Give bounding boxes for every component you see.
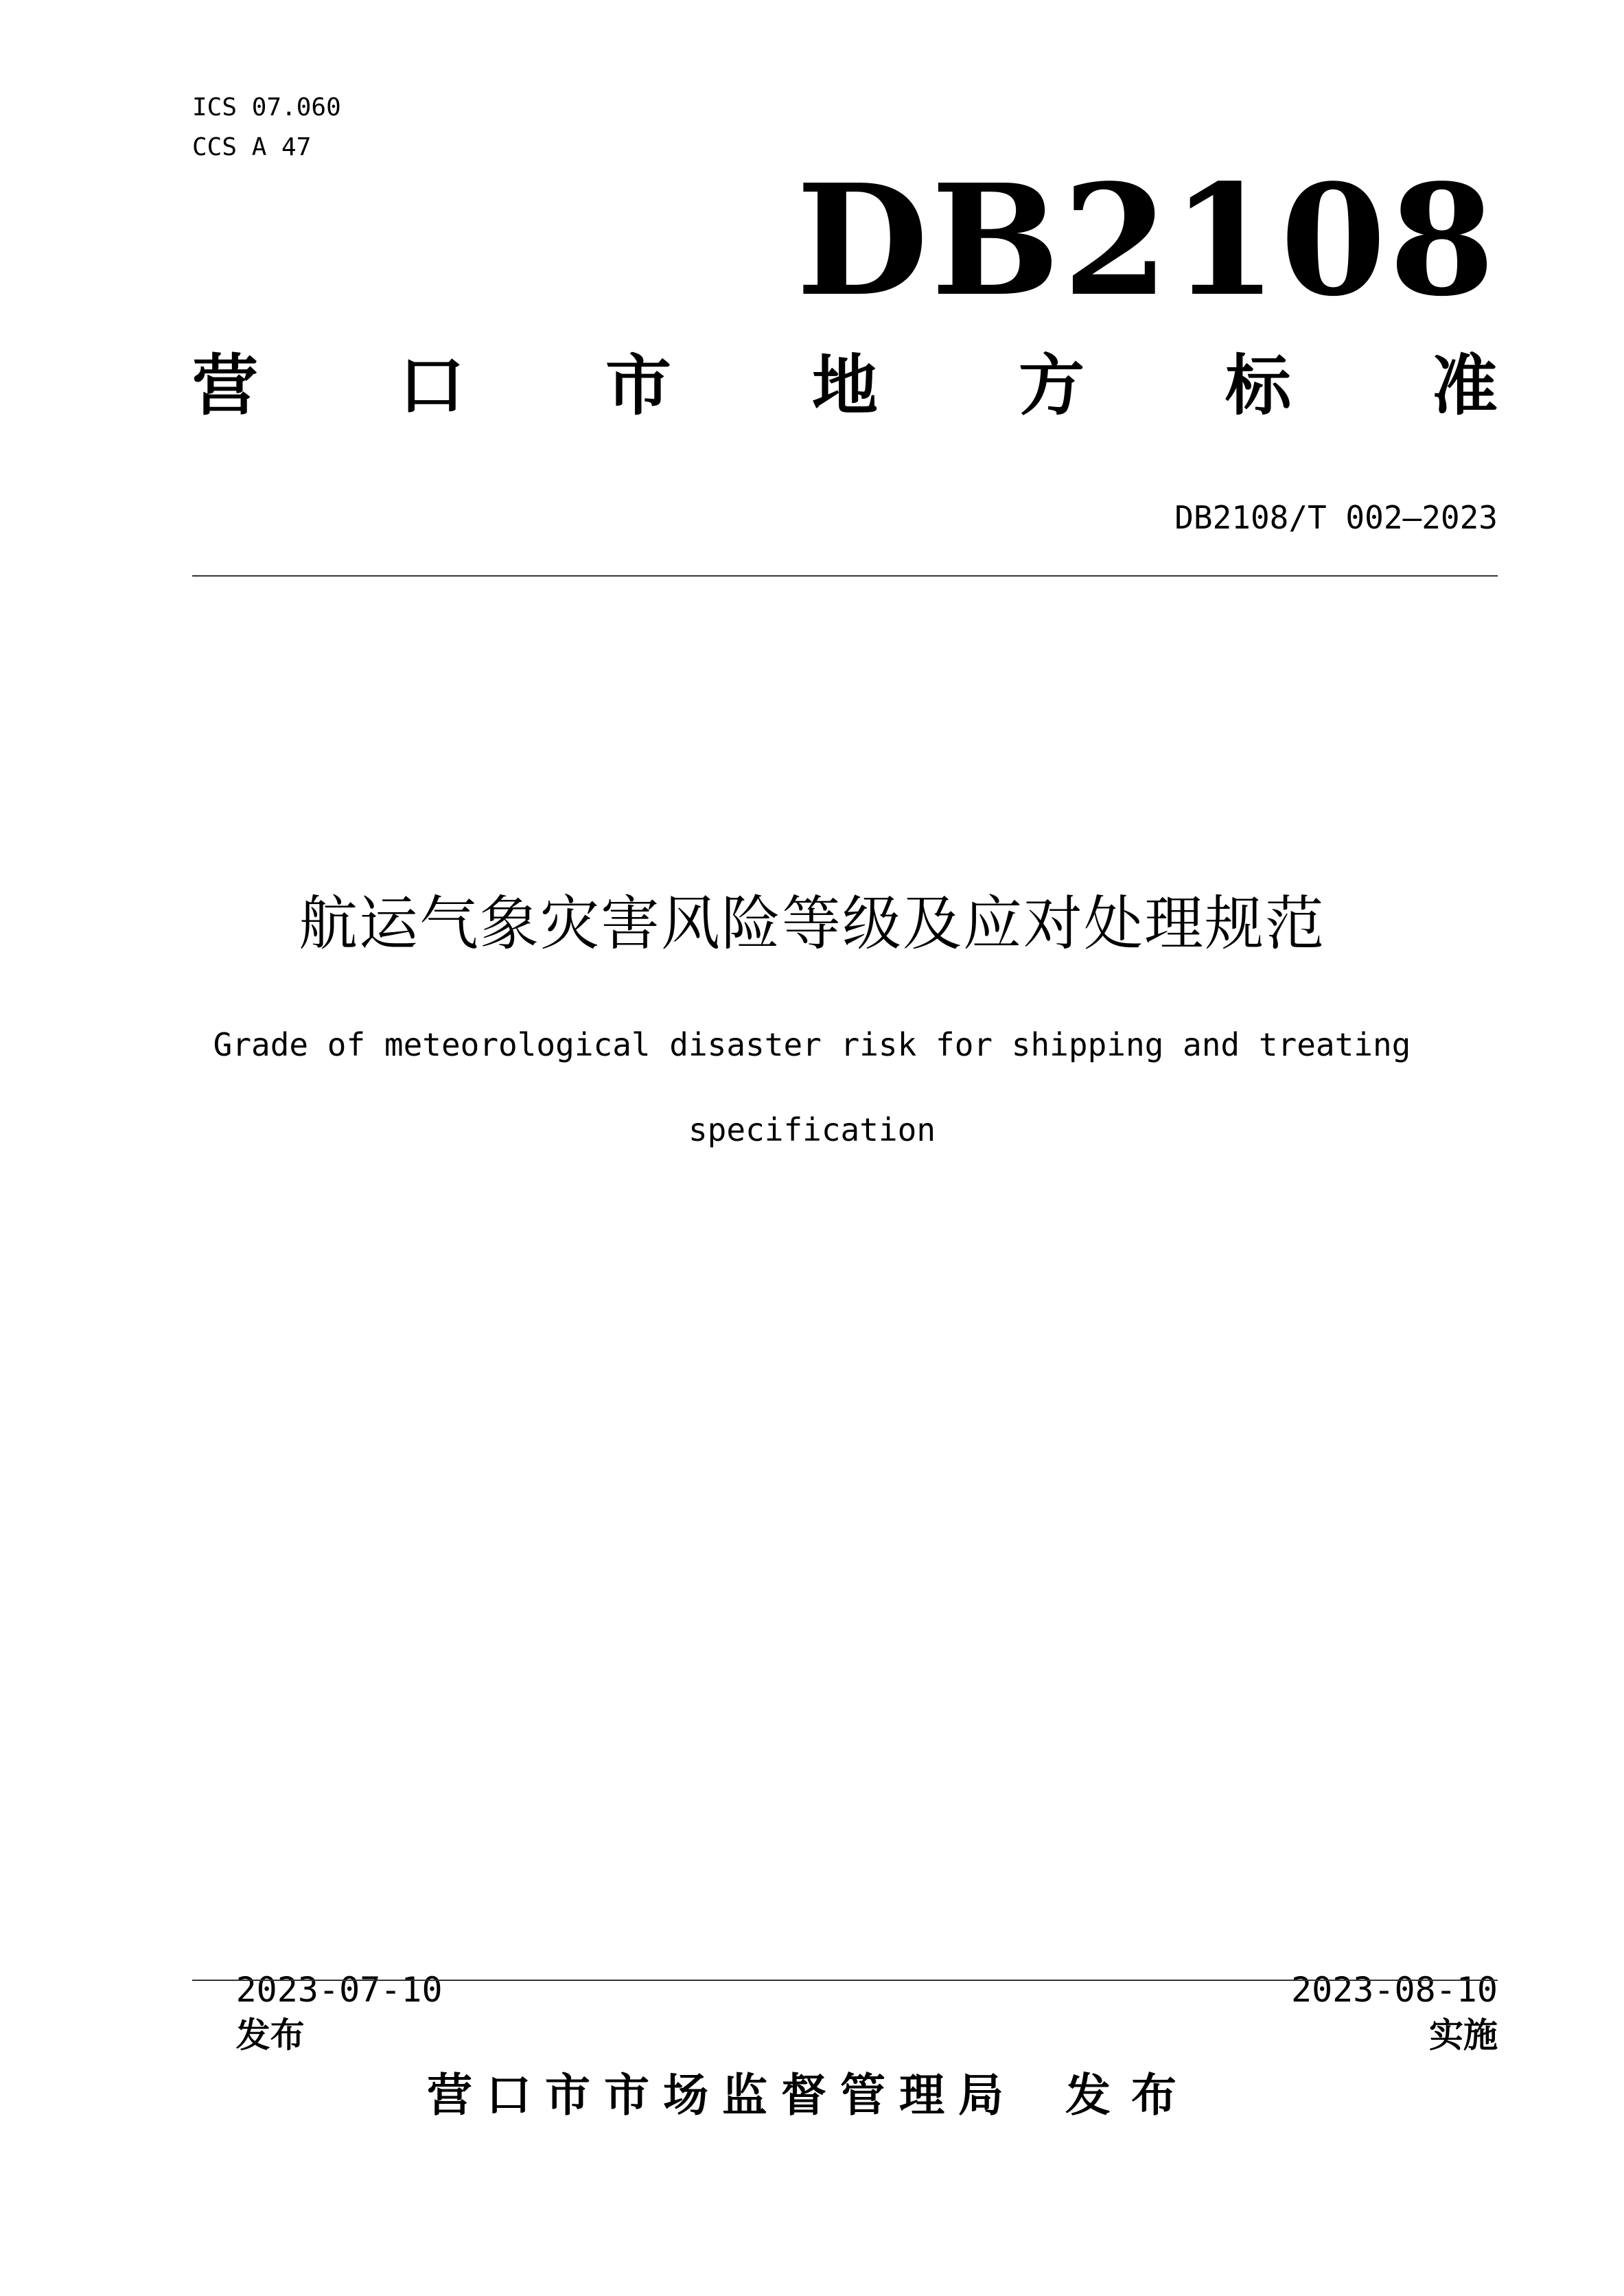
standard-type-char: 口 [399, 347, 465, 424]
standard-type-char: 营 [192, 347, 258, 424]
ccs-code: CCS A 47 [192, 133, 312, 161]
implementation-label: 实施 [1429, 2015, 1498, 2055]
standard-type-char: 市 [605, 347, 671, 424]
standard-type-heading [192, 339, 1498, 424]
standard-type-char: 标 [1225, 347, 1291, 424]
standard-type-char: 准 [1432, 347, 1498, 424]
publisher-organization: 营口市市场监督管理局 [427, 2069, 1017, 2122]
standard-number: DB2108/T 002—2023 [1174, 499, 1498, 536]
standard-type-char: 方 [1019, 347, 1084, 424]
implementation-date: 2023-08-10 [1290, 1970, 1498, 2010]
title-chinese: 航运气象灾害风险等级及应对处理规范 [299, 890, 1325, 958]
classification-codes [192, 88, 341, 167]
standard-type-char: 地 [812, 347, 878, 424]
db-code-heading: DB2108 [796, 152, 1498, 330]
publisher-action: 发布 [1065, 2069, 1197, 2122]
publisher-line [0, 2065, 1624, 2126]
ics-code: ICS 07.060 [192, 93, 341, 121]
top-divider [192, 575, 1498, 577]
title-english: Grade of meteorological disaster risk for shipping and treating specification [213, 1026, 1411, 1148]
issue-label: 发布 [235, 2015, 305, 2055]
issue-date: 2023-07-10 [235, 1970, 443, 2010]
bottom-divider [192, 1980, 1498, 1981]
